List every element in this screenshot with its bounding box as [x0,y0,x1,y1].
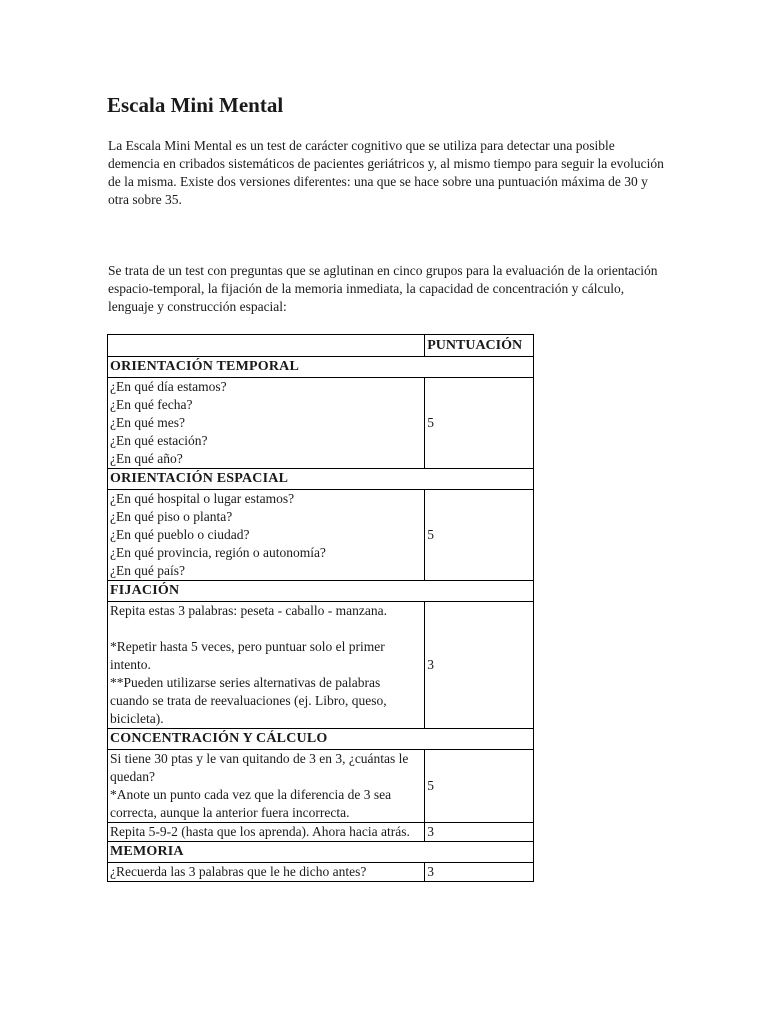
question-line: ¿En qué piso o planta? [110,509,233,524]
question-cell: Repita 5-9-2 (hasta que los aprenda). Ahora hacia atrás. [108,823,425,842]
score-cell: 3 [425,863,534,882]
section-row-concentracion [108,729,534,750]
score-cell: 3 [425,823,534,842]
question-cell [108,378,425,469]
note-text: **Pueden utilizarse series alternativas de palabras cuando se trata de reevaluaciones (ej. Libro, queso, bicicleta). [110,675,387,726]
table-header-row [108,335,534,357]
question-line: ¿En qué mes? [110,415,185,430]
score-cell: 3 [425,602,534,729]
section-row-fijacion [108,581,534,602]
table-row [108,378,534,469]
note-text: *Anote un punto cada vez que la diferencia de 3 sea correcta, aunque la anterior fuera incorrecta. [110,787,392,820]
section-row-memoria [108,842,534,863]
table-row [108,750,534,823]
question-cell [108,750,425,823]
question-line: ¿En qué hospital o lugar estamos? [110,491,295,506]
question-line: ¿En qué día estamos? [110,379,227,394]
note-text: *Repetir hasta 5 veces, pero puntuar solo el primer intento. [110,639,385,672]
question-cell [108,602,425,729]
header-empty-cell [108,335,425,357]
section-title: FIJACIÓN [108,581,534,602]
section-row-orientacion-espacial [108,469,534,490]
score-header: PUNTUACIÓN [425,335,534,357]
page-title: Escala Mini Mental [107,93,284,117]
intro-paragraph: La Escala Mini Mental es un test de carácter cognitivo que se utiliza para detectar una posible demencia en cribados sistemáticos de pacientes geriátricos y, al mismo tiempo para seguir la evolución de la misma. Existe dos versiones diferentes: una que se hace sobre una puntuación máxima de 30 y otra sobre 35. [108,138,664,207]
section-title: MEMORIA [108,842,534,863]
question-line: ¿En qué estación? [110,433,208,448]
question-line: ¿En qué país? [110,563,185,578]
table-row [108,823,534,842]
section-title: ORIENTACIÓN TEMPORAL [108,357,534,378]
question-line: ¿En qué pueblo o ciudad? [110,527,250,542]
table-row [108,602,534,729]
section-title: CONCENTRACIÓN Y CÁLCULO [108,729,534,750]
table-row [108,863,534,882]
mmse-table [107,334,534,882]
question-text: Repita estas 3 palabras: peseta - caballo - manzana. [110,603,388,618]
description-paragraph: Se trata de un test con preguntas que se aglutinan en cinco grupos para la evaluación de la orientación espacio-temporal, la fijación de la memoria inmediata, la capacidad de concentración y cálculo, lenguaje y construcción espacial: [108,263,658,314]
spacer [110,620,422,638]
question-line: ¿En qué provincia, región o autonomía? [110,545,326,560]
score-cell: 5 [425,378,534,469]
section-title: ORIENTACIÓN ESPACIAL [108,469,534,490]
section-row-orientacion-temporal [108,357,534,378]
score-cell: 5 [425,490,534,581]
question-cell [108,490,425,581]
question-line: ¿En qué año? [110,451,183,466]
table-row [108,490,534,581]
question-line: ¿En qué fecha? [110,397,193,412]
score-cell: 5 [425,750,534,823]
question-cell: ¿Recuerda las 3 palabras que le he dicho antes? [108,863,425,882]
question-text: Si tiene 30 ptas y le van quitando de 3 en 3, ¿cuántas le quedan? [110,751,409,784]
